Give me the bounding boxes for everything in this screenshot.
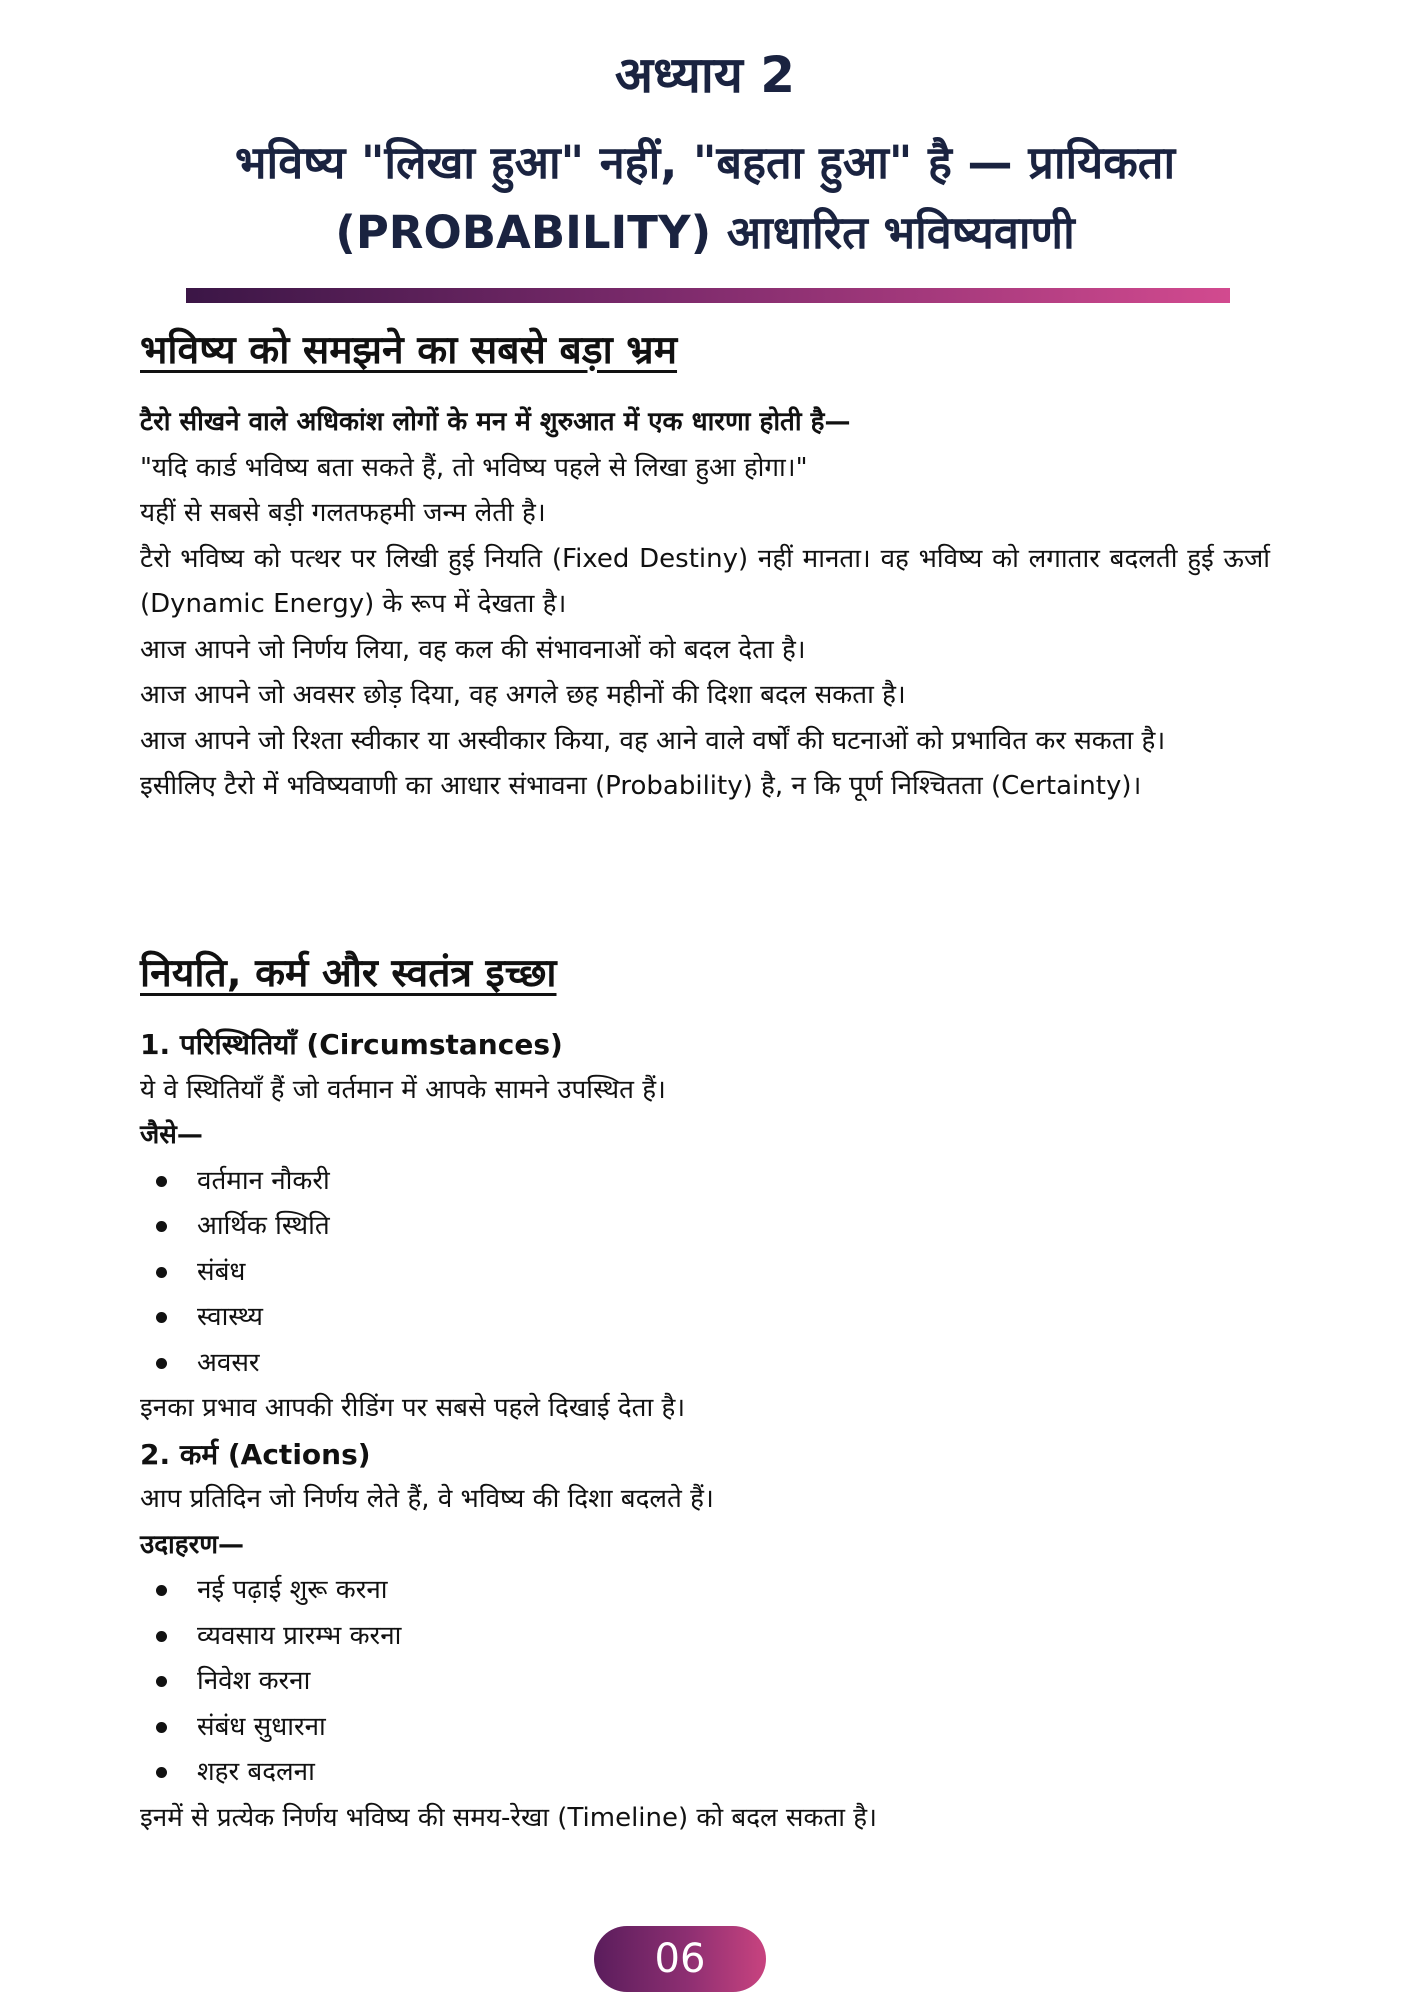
bullet-icon: [156, 1358, 167, 1369]
list-item-text: संबंध: [197, 1256, 246, 1287]
list-item: [140, 1705, 1270, 1751]
actions-list: [140, 1568, 1270, 1796]
list-item-text: संबंध सुधारना: [197, 1711, 326, 1742]
bullet-icon: [156, 1585, 167, 1596]
paragraph: आज आपने जो निर्णय लिया, वह कल की संभावनाओं को बदल देता है।: [140, 634, 806, 665]
bullet-icon: [156, 1767, 167, 1778]
list-item: [140, 1659, 1270, 1705]
list-item: [140, 1341, 1270, 1387]
subheading-circumstances: 1. परिस्थितियाँ (Circumstances): [140, 1028, 563, 1061]
list-item-text: स्वास्थ्य: [197, 1302, 264, 1332]
paragraph: यहीं से सबसे बड़ी गलतफहमी जन्म लेती है।: [140, 498, 546, 528]
list-item: [140, 1159, 1270, 1205]
list-item-text: नई पढ़ाई शुरू करना: [197, 1575, 388, 1605]
list-label: जैसे—: [140, 1120, 203, 1150]
list-item-text: अवसर: [197, 1347, 260, 1378]
bullet-icon: [156, 1722, 167, 1733]
section-heading-destiny-karma: नियति, कर्म और स्वतंत्र इच्छा: [140, 951, 557, 996]
section-misconception-body: [140, 400, 1270, 810]
list-item: [140, 1250, 1270, 1296]
bullet-icon: [156, 1631, 167, 1642]
paragraph: आज आपने जो रिश्ता स्वीकार या अस्वीकार किया, वह आने वाले वर्षों की घटनाओं को प्रभावित कर सकता है।: [140, 725, 1166, 756]
paragraph: आप प्रतिदिन जो निर्णय लेते हैं, वे भविष्य की दिशा बदलते हैं।: [140, 1484, 714, 1514]
list-item-text: आर्थिक स्थिति: [197, 1211, 330, 1241]
chapter-label: अध्याय 2: [614, 46, 796, 104]
bullet-icon: [156, 1176, 167, 1187]
paragraph: इनका प्रभाव आपकी रीडिंग पर सबसे पहले दिखाई देता है।: [140, 1393, 686, 1423]
subheading-actions: 2. कर्म (Actions): [140, 1437, 371, 1471]
chapter-title-line-2: (PROBABILITY) आधारित भविष्यवाणी: [335, 206, 1075, 259]
list-item-text: व्यवसाय प्रारम्भ करना: [197, 1620, 402, 1651]
paragraph: "यदि कार्ड भविष्य बता सकते हैं, तो भविष्य पहले से लिखा हुआ होगा।": [140, 452, 808, 483]
list-item: [140, 1568, 1270, 1614]
bullet-icon: [156, 1221, 167, 1232]
paragraph: आज आपने जो अवसर छोड़ दिया, वह अगले छह महीनों की दिशा बदल सकता है।: [140, 680, 906, 710]
paragraph: टैरो भविष्य को पत्थर पर लिखी हुई नियति (Fixed Destiny) नहीं मानता। वह भविष्य को लगातार बदलती हुई ऊर्जा (Dynamic Energy) के रूप में देखता है।: [140, 543, 1270, 619]
page-number-badge: 06: [594, 1926, 766, 1992]
list-label: उदाहरण—: [140, 1529, 245, 1560]
list-item-text: निवेश करना: [197, 1666, 311, 1696]
section-destiny-karma-body: [140, 1022, 1270, 1841]
gradient-divider: [186, 288, 1230, 303]
list-item-text: वर्तमान नौकरी: [197, 1165, 330, 1196]
list-item: [140, 1750, 1270, 1796]
bullet-icon: [156, 1312, 167, 1323]
list-item: [140, 1614, 1270, 1660]
chapter-title: [110, 128, 1300, 268]
paragraph: ये वे स्थितियाँ हैं जो वर्तमान में आपके सामने उपस्थित हैं।: [140, 1074, 666, 1105]
paragraph: इसीलिए टैरो में भविष्यवाणी का आधार संभावना (Probability) है, न कि पूर्ण निश्चितता (Certainty)।: [140, 771, 1142, 801]
chapter-title-line-1: भविष्य "लिखा हुआ" नहीं, "बहता हुआ" है — प्रायिकता: [234, 136, 1176, 189]
circumstances-list: [140, 1159, 1270, 1387]
section-heading-misconception: भविष्य को समझने का सबसे बड़ा भ्रम: [140, 328, 678, 373]
list-item: [140, 1204, 1270, 1250]
bullet-icon: [156, 1676, 167, 1687]
bullet-icon: [156, 1267, 167, 1278]
intro-statement: टैरो सीखने वाले अधिकांश लोगों के मन में शुरुआत में एक धारणा होती है—: [140, 407, 851, 437]
list-item: [140, 1295, 1270, 1341]
paragraph: इनमें से प्रत्येक निर्णय भविष्य की समय-रेखा (Timeline) को बदल सकता है।: [140, 1802, 877, 1833]
list-item-text: शहर बदलना: [197, 1757, 315, 1787]
